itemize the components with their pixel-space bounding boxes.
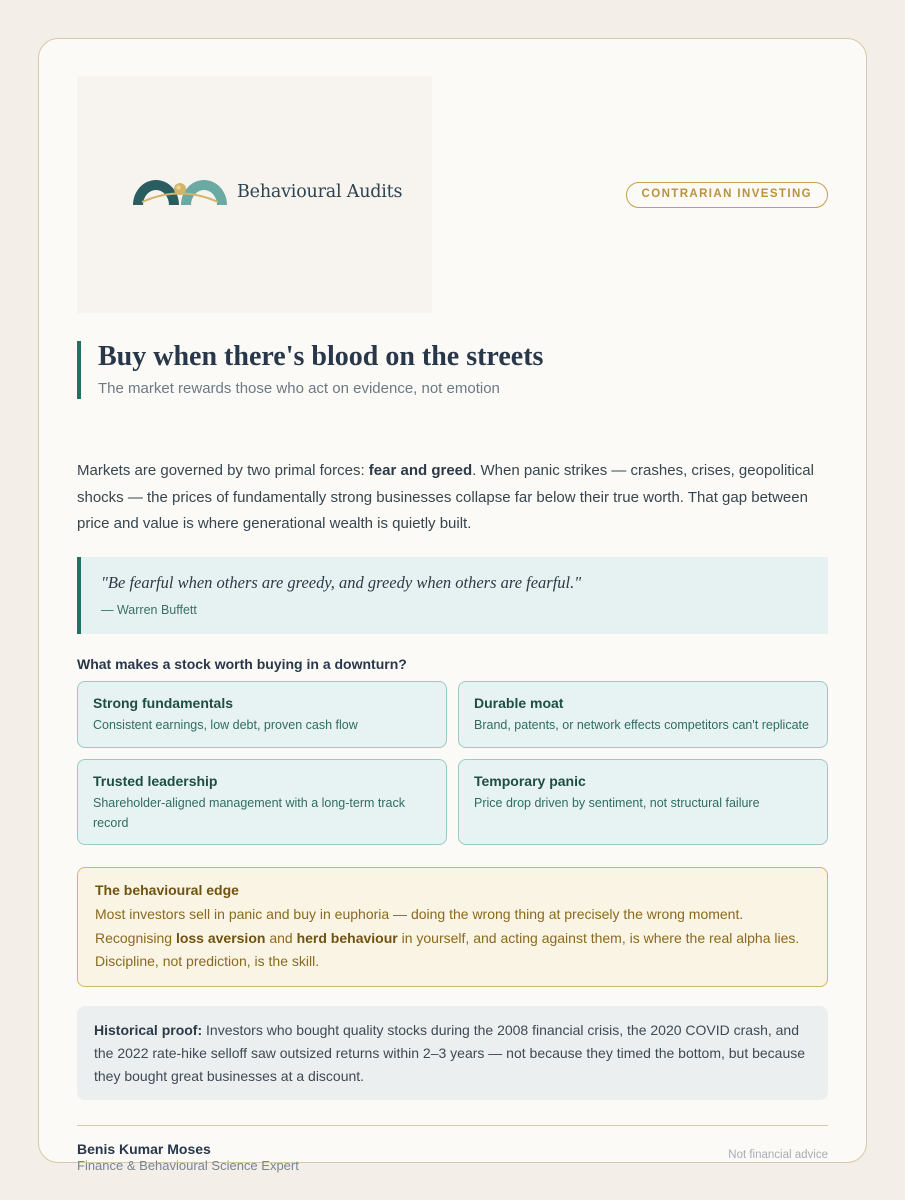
disclaimer: Not financial advice [728,1149,828,1161]
callout-text-part: in yourself, and acting against them, is where the real alpha lies. Discipline, not prediction, is the skill. [95,929,800,969]
title-block [77,341,828,399]
criteria-desc: Price drop driven by sentiment, not structural failure [474,796,760,810]
author-role: Finance & Behavioural Science Expert [77,1158,299,1173]
criteria-card [77,681,447,748]
footer-divider [77,1125,828,1126]
criteria-title: Durable moat [474,695,564,711]
callout-emphasis: loss aversion [175,929,266,946]
callout-title: The behavioural edge [95,882,239,898]
proof-label: Historical proof: [94,1022,203,1038]
criteria-desc: Consistent earnings, low debt, proven cash flow [93,718,358,732]
historical-proof-box [77,1006,828,1100]
criteria-card [458,681,828,748]
pull-quote [77,557,828,634]
callout-text-part: Most investors sell in panic and buy in euphoria — doing the wrong thing at precisely the wrong moment. Recognising [95,906,744,946]
quote-text: "Be fearful when others are greedy, and greedy when others are fearful." [101,573,582,592]
logo-area [77,76,432,313]
criteria-title: Trusted leadership [93,773,218,789]
page-title: Buy when there's blood on the streets [98,341,544,372]
category-tag: CONTRARIAN INVESTING [626,182,828,208]
callout-text [95,903,810,974]
criteria-heading: What makes a stock worth buying in a downturn? [77,656,407,672]
criteria-title: Temporary panic [474,773,586,789]
brand-name: Behavioural Audits [237,182,403,202]
brand-logo-mark [132,171,228,205]
criteria-card [77,759,447,845]
proof-text: Investors who bought quality stocks during the 2008 financial crisis, the 2020 COVID crash, and the 2022 rate-hike selloff saw outsized returns within 2–3 years — not because they timed the bottom, but because they bought great businesses at a discount. [94,1022,806,1084]
callout-emphasis: herd behaviour [296,929,398,946]
callout-text-part: and [265,929,297,946]
article-card [38,38,867,1173]
criteria-title: Strong fundamentals [93,695,234,711]
author-name: Benis Kumar Moses [77,1141,211,1157]
page-subtitle: The market rewards those who act on evidence, not emotion [98,380,500,397]
criteria-desc: Shareholder-aligned management with a long-term track record [93,796,405,830]
intro-text-end: . When panic strikes — crashes, crises, geopolitical shocks — the prices of fundamentally strong businesses collapse far below their true worth. That gap between price and value is where generational wealth is quietly built. [77,462,814,532]
intro-text-start: Markets are governed by two primal forces: [77,462,369,479]
intro-emphasis: fear and greed [368,462,473,479]
criteria-desc: Brand, patents, or network effects competitors can't replicate [474,718,809,732]
criteria-card [458,759,828,845]
intro-paragraph [77,458,837,538]
behavioural-edge-callout [77,867,828,987]
quote-author: — Warren Buffett [101,603,197,617]
